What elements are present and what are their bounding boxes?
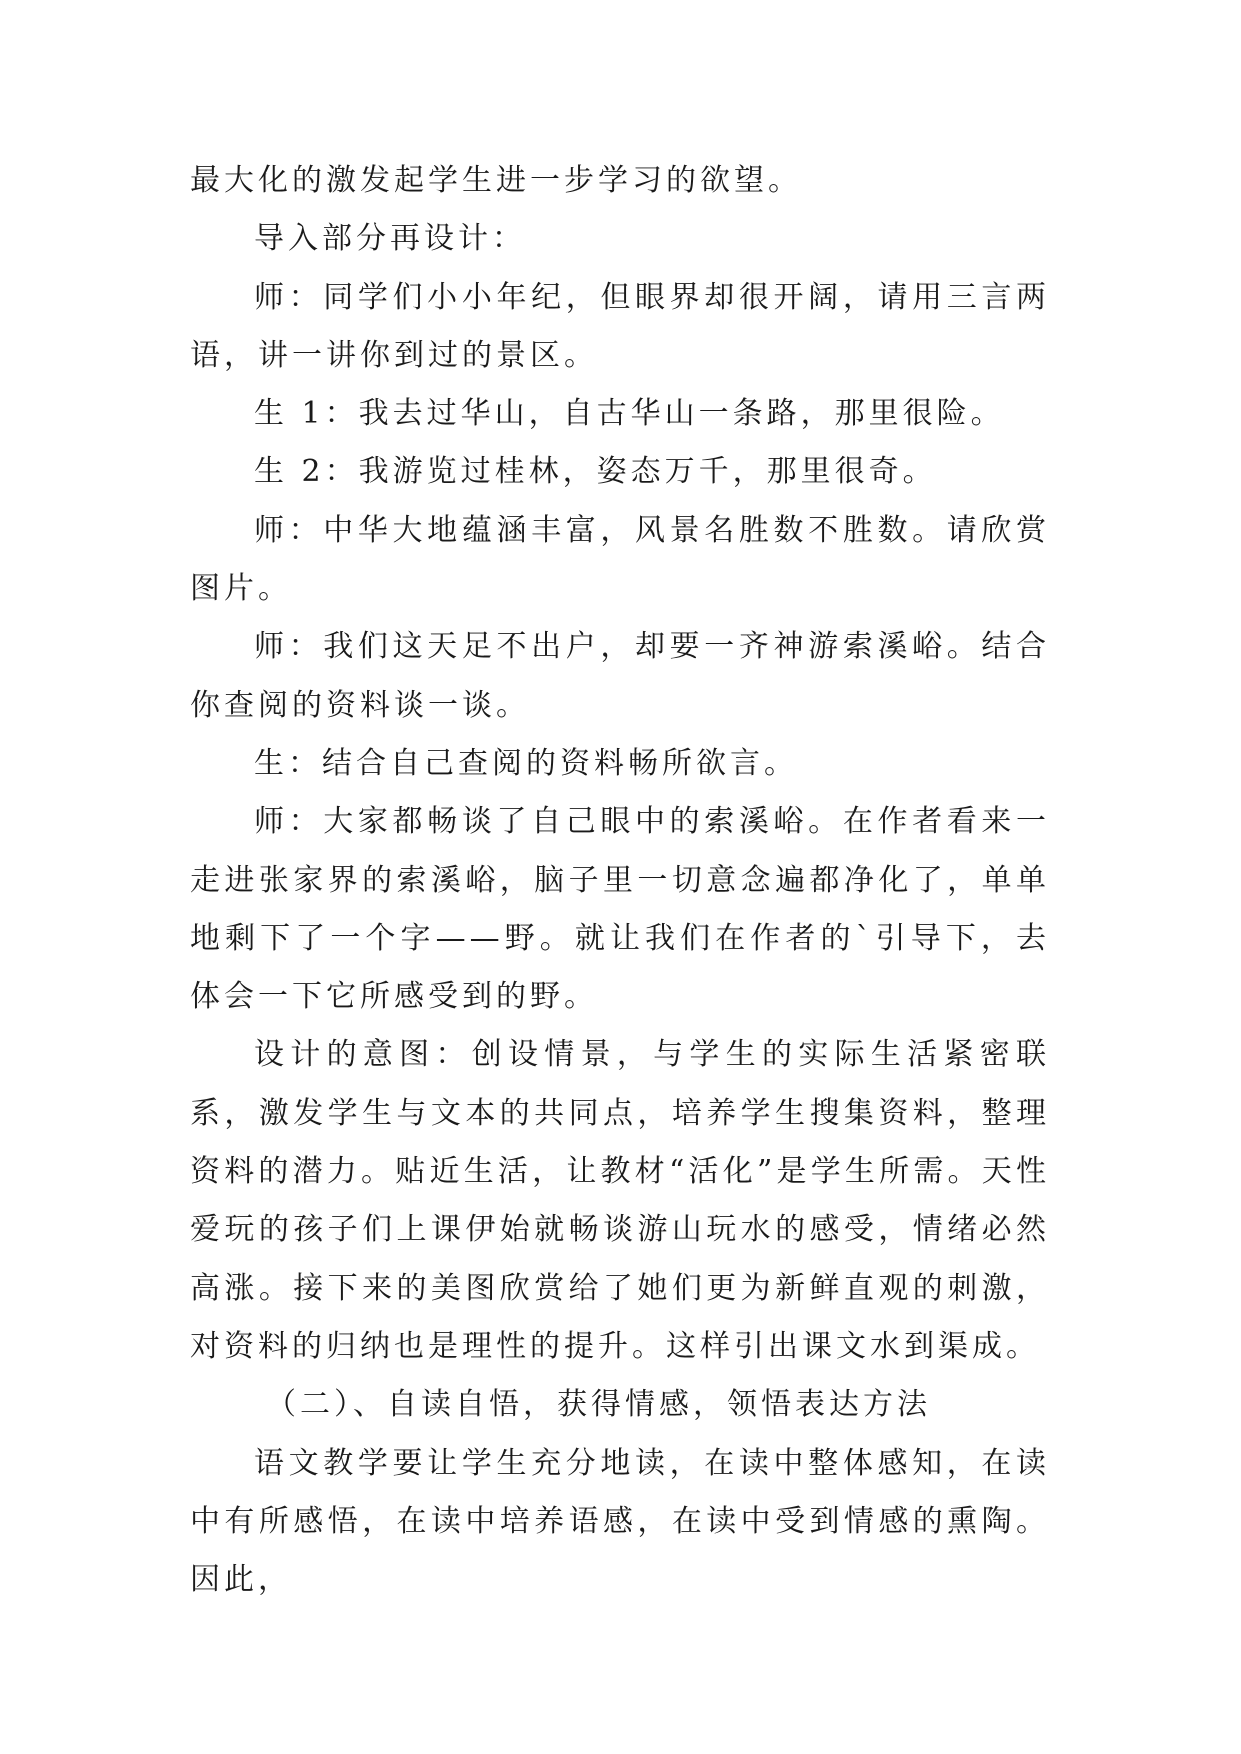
paragraph-teacher-question: 师：同学们小小年纪，但眼界却很开阔，请用三言两语，讲一讲你到过的景区。 <box>190 279 1050 373</box>
document-body <box>190 152 1050 1609</box>
paragraph-design-intent: 设计的意图：创设情景，与学生的实际生活紧密联系，激发学生与文本的共同点，培养学生搜集资料，整理资料的潜力。贴近生活，让教材“活化”是学生所需。天性爱玩的孩子们上课伊始就畅谈游山玩水的感受，情绪必然高涨。接下来的美图欣赏给了她们更为新鲜直观的刺激，对资料的归纳也是理性的提升。这样引出课文水到渠成。 <box>190 1037 1050 1364</box>
paragraph-teacher-suoxiyu: 师：我们这天足不出户，却要一齐神游索溪峪。结合你查阅的资料谈一谈。 <box>190 629 1050 723</box>
paragraph-intro-redesign-heading: 导入部分再设计： <box>254 221 526 257</box>
paragraph-teacher-wild: 师：大家都畅谈了自己眼中的索溪峪。在作者看来一走进张家界的索溪峪，脑子里一切意念遍都净化了，单单地剩下了一个字——野。就让我们在作者的`引导下，去体会一下它所感受到的野。 <box>190 804 1050 1015</box>
paragraph-student-1: 生 1：我去过华山，自古华山一条路，那里很险。 <box>254 396 1005 432</box>
paragraph-teacher-pictures: 师：中华大地蕴涵丰富，风景名胜数不胜数。请欣赏图片。 <box>190 512 1050 607</box>
paragraph-continuation: 最大化的激发起学生进一步学习的欲望。 <box>190 163 802 198</box>
paragraph-student-2: 生 2：我游览过桂林，姿态万千，那里很奇。 <box>254 454 937 490</box>
paragraph-student-discussion: 生：结合自己查阅的资料畅所欲言。 <box>254 745 798 781</box>
paragraph-reading-teaching: 语文教学要让学生充分地读，在读中整体感知，在读中有所感悟，在读中培养语感，在读中受到情感的熏陶。因此， <box>190 1445 1050 1598</box>
section-heading-two: （二）、自读自悟，获得情感，领悟表达方法 <box>266 1387 931 1423</box>
